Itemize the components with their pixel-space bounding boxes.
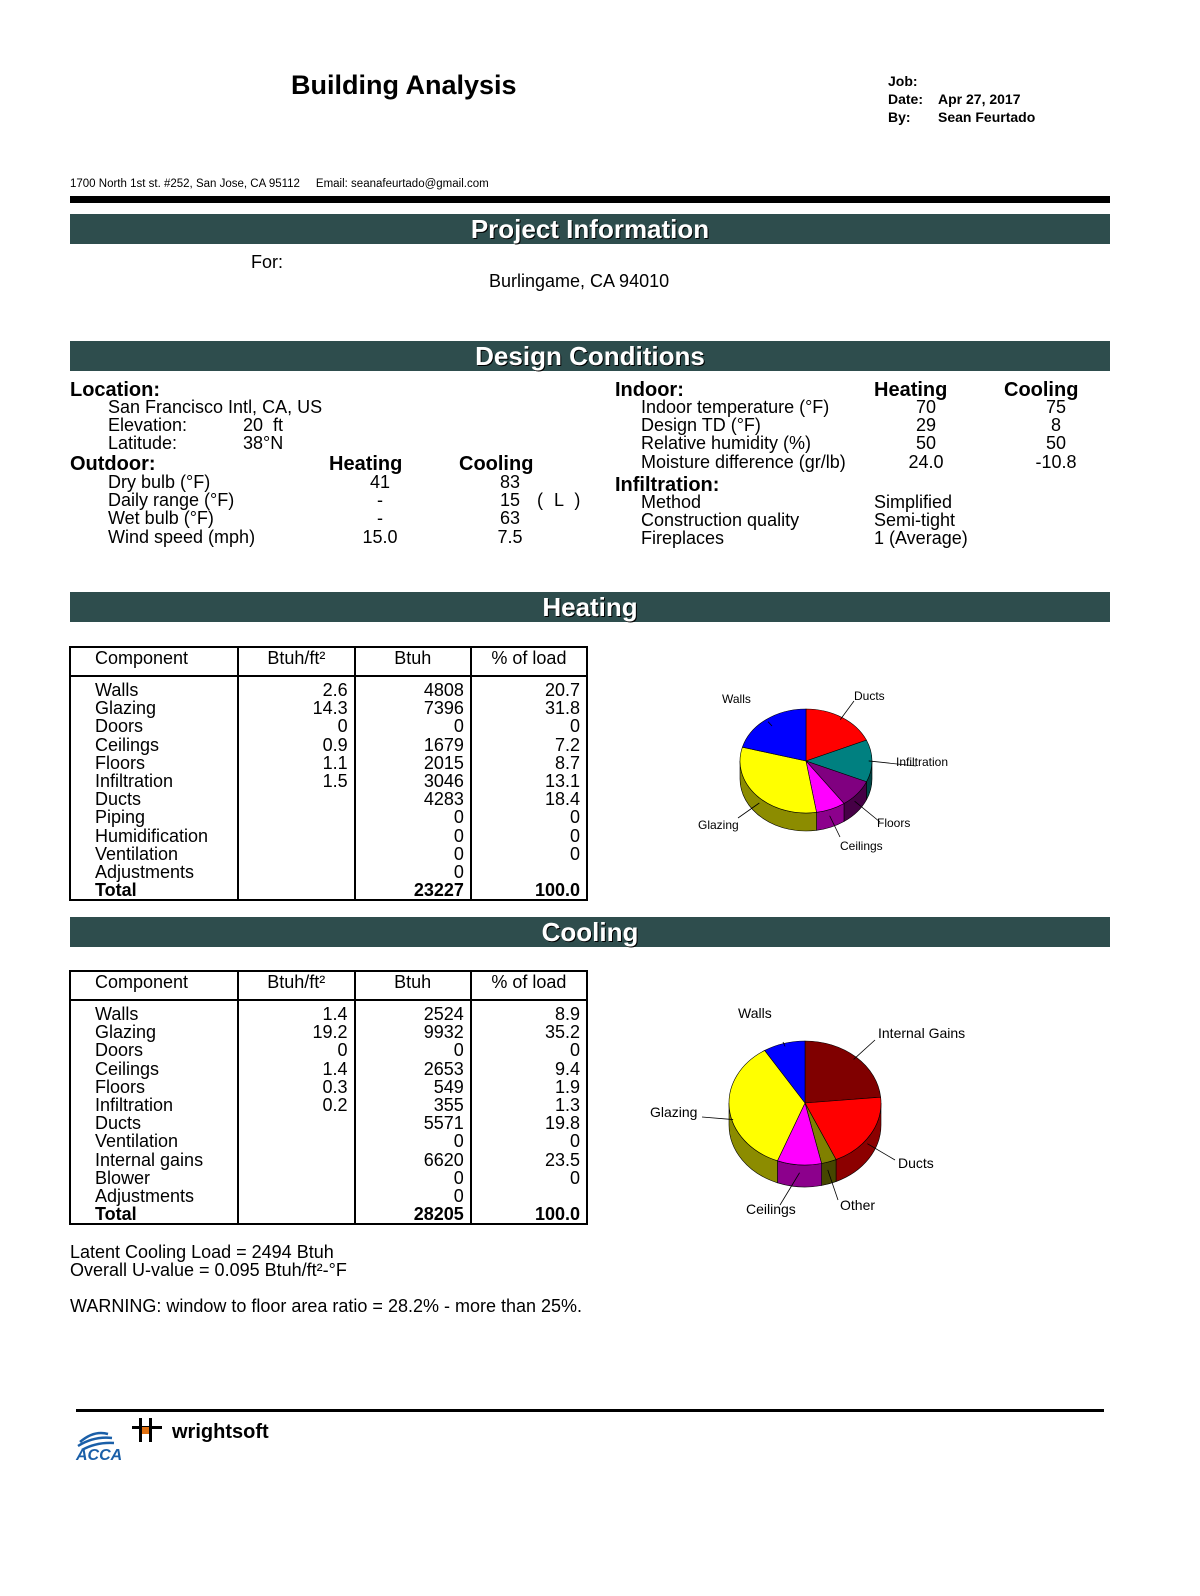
table-cell: 0 xyxy=(569,716,580,737)
total-cell: Total xyxy=(95,1204,137,1225)
window-ratio-warning: WARNING: window to floor area ratio = 28.2% - more than 25%. xyxy=(70,1296,583,1316)
table-cell xyxy=(243,1114,347,1132)
table-cell: 35.2 xyxy=(544,1022,580,1043)
pie-label: Ducts xyxy=(854,689,885,703)
table-cell: 31.8 xyxy=(544,698,580,719)
pie-label: Floors xyxy=(877,816,911,830)
table-cell xyxy=(243,1151,347,1169)
pie-label: Glazing xyxy=(650,1104,698,1120)
table-cell: Walls xyxy=(95,680,139,700)
table-cell: 8.9 xyxy=(554,1004,580,1024)
indoor-row-label: Relative humidity (%) xyxy=(641,433,812,453)
table-cell: Blower xyxy=(95,1167,151,1188)
table-cell: 0 xyxy=(569,1167,580,1188)
table-header-row xyxy=(70,971,587,1000)
btuh-column xyxy=(355,1000,471,1224)
latitude-value: 38°N xyxy=(243,433,284,453)
column-header: Component xyxy=(70,971,238,1000)
table-cell: 9932 xyxy=(423,1022,464,1043)
btuh-column xyxy=(355,676,471,900)
outdoor-row-cooling: 63 xyxy=(499,508,521,528)
pie-label: Other xyxy=(840,1197,876,1213)
table-cell: Glazing xyxy=(95,1022,157,1043)
table-cell: 7.2 xyxy=(554,734,580,755)
column-header: Btuh xyxy=(355,647,471,676)
table-cell: 0 xyxy=(453,1167,464,1188)
pie-slice-internal-gains xyxy=(805,1041,881,1103)
column-header: % of load xyxy=(471,647,587,676)
address-line: 1700 North 1st st. #252, San Jose, CA 95112 Email: seanafeurtado@gmail.com xyxy=(70,178,489,190)
table-cell xyxy=(243,863,347,881)
indoor-row-heating: 24.0 xyxy=(908,452,944,472)
table-cell: 0 xyxy=(569,825,580,846)
indoor-row-cooling: 75 xyxy=(1045,397,1067,417)
indoor-row-cooling: 8 xyxy=(1050,415,1061,435)
outdoor-row-label: Wet bulb (°F) xyxy=(108,508,214,528)
outdoor-heating-header: Heating xyxy=(329,453,403,475)
table-cell: 2524 xyxy=(423,1004,464,1024)
table-cell: 6620 xyxy=(423,1149,464,1170)
total-cell xyxy=(243,1205,347,1223)
outdoor-row-cooling: 15 xyxy=(499,490,521,510)
column-header: % of load xyxy=(471,971,587,1000)
pie-label: Infiltration xyxy=(896,755,949,769)
outdoor-row-label: Daily range (°F) xyxy=(108,490,235,510)
table-cell: 0.2 xyxy=(322,1094,348,1115)
cooling-load-table xyxy=(69,970,588,1225)
table-cell: Doors xyxy=(95,1040,144,1061)
column-header: Btuh xyxy=(355,971,471,1000)
component-column xyxy=(70,1000,238,1224)
wrightsoft-logo-text: wrightsoft xyxy=(172,1421,269,1443)
job-label: Job: xyxy=(888,73,918,89)
indoor-row-cooling: 50 xyxy=(1045,433,1067,453)
table-cell: Infiltration xyxy=(95,1094,174,1115)
total-cell: 100.0 xyxy=(534,1204,580,1225)
table-cell: 19.8 xyxy=(544,1113,580,1134)
u-value-note: Overall U-value = 0.095 Btuh/ft²-°F xyxy=(70,1260,347,1280)
indoor-cooling-header: Cooling xyxy=(1004,379,1079,401)
table-cell xyxy=(243,827,347,845)
table-cell: 0.9 xyxy=(322,734,348,755)
table-cell: Internal gains xyxy=(95,1149,204,1170)
table-cell: 5571 xyxy=(423,1113,464,1134)
btuh-per-ft2-column xyxy=(238,676,354,900)
table-cell: 0 xyxy=(337,1040,348,1061)
table-cell: 1.4 xyxy=(322,1004,348,1024)
table-cell: 0 xyxy=(453,1131,464,1152)
table-cell: 1679 xyxy=(423,734,464,755)
table-header-row xyxy=(70,647,587,676)
table-cell: Ceilings xyxy=(95,734,160,755)
table-body-row xyxy=(70,676,587,900)
indoor-heating-header: Heating xyxy=(874,379,948,401)
table-cell: 0 xyxy=(453,1185,464,1206)
column-header: Btuh/ft² xyxy=(238,971,354,1000)
pie-label: Internal Gains xyxy=(878,1025,966,1041)
table-cell: 549 xyxy=(433,1076,464,1097)
table-cell: Floors xyxy=(95,1076,146,1097)
component-column xyxy=(70,676,238,900)
table-cell: 0 xyxy=(453,716,464,737)
btuh-per-ft2-column xyxy=(238,1000,354,1224)
header-rule xyxy=(70,196,1110,203)
table-cell: Walls xyxy=(95,1004,139,1024)
leader-line xyxy=(854,1040,875,1059)
total-cell: 100.0 xyxy=(534,880,580,901)
table-cell: 23.5 xyxy=(544,1149,580,1170)
leader-line xyxy=(840,701,854,720)
table-cell: 18.4 xyxy=(544,789,580,810)
table-cell xyxy=(243,1187,347,1205)
indoor-row-heating: 50 xyxy=(915,433,937,453)
latitude-label: Latitude: xyxy=(108,433,178,453)
table-cell: 1.5 xyxy=(322,770,348,791)
table-cell: 4283 xyxy=(423,789,464,810)
table-cell: Doors xyxy=(95,716,144,737)
table-cell: 8.7 xyxy=(554,752,580,773)
outdoor-row-cooling: 83 xyxy=(499,472,521,492)
table-cell: Piping xyxy=(95,807,146,828)
pct-load-column xyxy=(471,1000,587,1224)
table-cell: 1.1 xyxy=(322,752,348,773)
total-cell: 23227 xyxy=(413,880,464,901)
report-meta xyxy=(888,72,1035,126)
table-cell: Humidification xyxy=(95,825,209,846)
outdoor-row-label: Dry bulb (°F) xyxy=(108,472,211,492)
table-cell: Floors xyxy=(95,752,146,773)
location-label: Location: xyxy=(70,379,160,401)
table-cell: 19.2 xyxy=(312,1022,348,1043)
table-cell: 0 xyxy=(453,1040,464,1061)
leader-line xyxy=(702,1117,733,1120)
table-cell: Ventilation xyxy=(95,1131,179,1152)
table-cell: Ceilings xyxy=(95,1058,160,1079)
pie-label: Walls xyxy=(722,692,751,706)
outdoor-row-cooling: 7.5 xyxy=(497,527,523,547)
design-conditions-banner: Design Conditions xyxy=(70,341,1110,371)
infiltration-row-label: Fireplaces xyxy=(641,528,725,548)
table-cell: 0 xyxy=(453,825,464,846)
wrightsoft-cross-icon xyxy=(130,1416,170,1446)
table-cell: 3046 xyxy=(423,770,464,791)
table-cell: 0 xyxy=(569,1131,580,1152)
pie-label: Glazing xyxy=(698,818,739,832)
total-cell: 28205 xyxy=(413,1204,464,1225)
acca-logo xyxy=(74,1420,134,1462)
pie-label: Ducts xyxy=(898,1155,934,1171)
city-line: Burlingame, CA 94010 xyxy=(489,271,670,291)
infiltration-row-value: 1 (Average) xyxy=(874,528,968,548)
indoor-label: Indoor: xyxy=(615,379,684,401)
indoor-row-label: Moisture difference (gr/lb) xyxy=(641,452,846,472)
heating-banner: Heating xyxy=(70,592,1110,622)
outdoor-row-heating: 15.0 xyxy=(362,527,398,547)
by-value: Sean Feurtado xyxy=(938,109,1036,125)
indoor-row-heating: 70 xyxy=(915,397,937,417)
table-cell: 0 xyxy=(569,807,580,828)
project-info-banner: Project Information xyxy=(70,214,1110,244)
infiltration-row-value: Simplified xyxy=(874,492,953,512)
pct-load-column xyxy=(471,676,587,900)
table-cell: Ducts xyxy=(95,789,142,810)
elevation-value: 20 ft xyxy=(243,415,284,435)
table-cell: 0 xyxy=(453,843,464,864)
outdoor-row-heating: - xyxy=(377,508,383,528)
table-cell xyxy=(243,1169,347,1187)
column-header: Btuh/ft² xyxy=(238,647,354,676)
table-cell: 0 xyxy=(569,843,580,864)
table-cell: Infiltration xyxy=(95,770,174,791)
indoor-row-label: Indoor temperature (°F) xyxy=(641,397,830,417)
table-cell: 20.7 xyxy=(544,680,580,700)
pie-label: Walls xyxy=(738,1005,772,1021)
heating-load-table xyxy=(69,646,588,901)
date-label: Date: xyxy=(888,91,924,107)
column-header: Component xyxy=(70,647,238,676)
table-cell: 0 xyxy=(453,861,464,882)
table-cell: 0.3 xyxy=(322,1076,348,1097)
table-cell: Ventilation xyxy=(95,843,179,864)
outdoor-label: Outdoor: xyxy=(70,453,156,475)
outdoor-cooling-header: Cooling xyxy=(459,453,534,475)
table-cell xyxy=(476,1187,580,1205)
table-cell: 4808 xyxy=(423,680,464,700)
table-cell: Adjustments xyxy=(95,1185,195,1206)
pie-label: Ceilings xyxy=(840,839,883,853)
table-cell: 0 xyxy=(569,1040,580,1061)
outdoor-row-label: Wind speed (mph) xyxy=(108,527,256,547)
table-cell xyxy=(243,845,347,863)
indoor-row-label: Design TD (°F) xyxy=(641,415,761,435)
date-value: Apr 27, 2017 xyxy=(938,91,1021,107)
outdoor-row-heating: - xyxy=(377,490,383,510)
daily-range-class: ( L ) xyxy=(537,490,581,510)
table-cell: 14.3 xyxy=(312,698,348,719)
table-cell: 2653 xyxy=(423,1058,464,1079)
table-cell: Ducts xyxy=(95,1113,142,1134)
infiltration-label: Infiltration: xyxy=(615,474,720,496)
table-cell xyxy=(243,790,347,808)
footer-rule xyxy=(76,1409,1104,1412)
table-cell xyxy=(476,863,580,881)
table-cell: Glazing xyxy=(95,698,157,719)
heating-pie-chart xyxy=(690,680,960,860)
elevation-label: Elevation: xyxy=(108,415,188,435)
table-cell xyxy=(243,1132,347,1150)
by-label: By: xyxy=(888,109,911,125)
infiltration-row-label: Construction quality xyxy=(641,510,800,530)
cooling-pie-chart xyxy=(640,1000,1000,1225)
indoor-row-heating: 29 xyxy=(915,415,937,435)
table-cell: 2015 xyxy=(423,752,464,773)
total-cell: Total xyxy=(95,880,137,901)
for-label: For: xyxy=(251,252,284,272)
infiltration-row-value: Semi-tight xyxy=(874,510,956,530)
table-cell: 1.3 xyxy=(554,1094,580,1115)
indoor-row-cooling: -10.8 xyxy=(1035,452,1077,472)
table-cell: 1.9 xyxy=(554,1076,580,1097)
table-body-row xyxy=(70,1000,587,1224)
table-cell: 1.4 xyxy=(322,1058,348,1079)
outdoor-row-heating: 41 xyxy=(369,472,391,492)
pie-label: Ceilings xyxy=(746,1201,796,1217)
table-cell: 9.4 xyxy=(554,1058,580,1079)
infiltration-row-label: Method xyxy=(641,492,702,512)
cooling-banner: Cooling xyxy=(70,917,1110,947)
latent-load-note: Latent Cooling Load = 2494 Btuh xyxy=(70,1242,334,1262)
acca-text: ACCA xyxy=(76,1447,123,1462)
table-cell: 2.6 xyxy=(322,680,348,700)
table-cell: 7396 xyxy=(423,698,464,719)
table-cell: 0 xyxy=(453,807,464,828)
total-cell xyxy=(243,881,347,899)
report-title: Building Analysis xyxy=(291,70,517,100)
table-cell: 355 xyxy=(433,1094,464,1115)
table-cell: 13.1 xyxy=(544,770,580,791)
location-name: San Francisco Intl, CA, US xyxy=(108,397,323,417)
table-cell: 0 xyxy=(337,716,348,737)
table-cell: Adjustments xyxy=(95,861,195,882)
table-cell xyxy=(243,808,347,826)
